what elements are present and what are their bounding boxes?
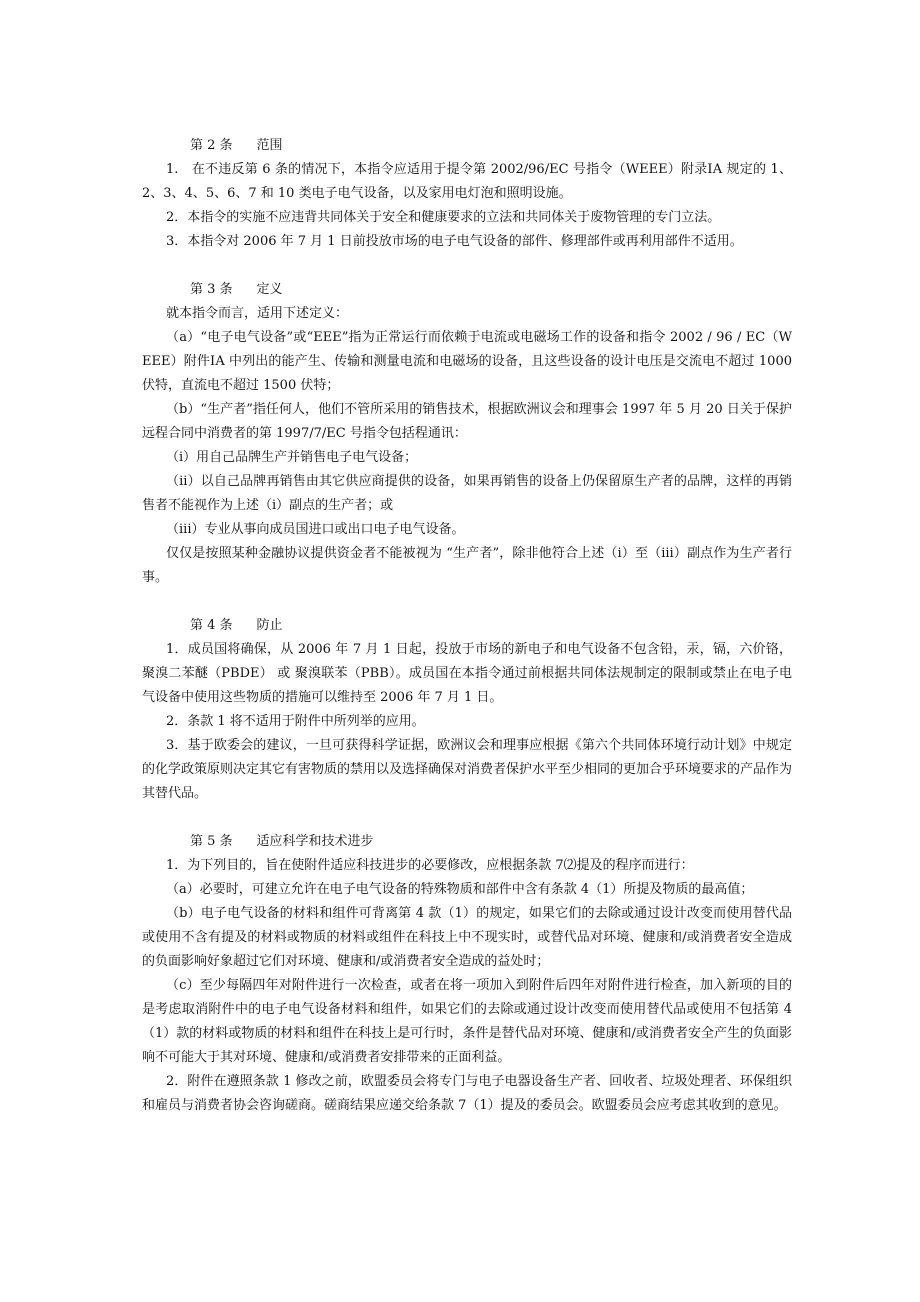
article-heading (142, 134, 792, 158)
article-number: 第 3 条 (190, 282, 233, 297)
article-3 (142, 278, 792, 590)
article-heading (142, 278, 792, 302)
paragraph: （a）“电子电气设备”或“EEE”指为正常运行而依赖于电流或电磁场工作的设备和指令 2002 / 96 / EC（WEEE）附件ⅠA 中列出的能产生、传输和测量电流和电磁场的设备，且这些设备的设计电压是交流电不超过 1000 伏特，直流电不超过 1500 伏特； (142, 330, 792, 393)
paragraph: 就本指令而言，适用下述定义： (166, 306, 349, 321)
paragraph: 1. 在不违反第 6 条的情况下，本指令应适用于提令第 2002/96/EC 号指令（WEEE）附录ⅠA 规定的 1、2、3、4、5、6、7 和 10 类电子电气设备，以及家用电灯泡和照明设施。 (142, 162, 792, 201)
article-4 (142, 614, 792, 806)
paragraph: 3．基于欧委会的建议，一旦可获得科学证据，欧洲议会和理事应根据《第六个共同体环境行动计划》中规定的化学政策原则决定其它有害物质的禁用以及选择确保对消费者保护水平至少相同的更加合乎环境要求的产品作为其替代品。 (142, 738, 793, 801)
paragraph: （b）电子电气设备的材料和组件可背离第 4 款（1）的规定，如果它们的去除或通过设计改变而使用替代品或使用不含有提及的材料或物质的材料或组件在科技上中不现实时，或替代品对环境、健康和/或消费者安全造成的负面影响好象超过它们对环境、健康和/或消费者安全造成的益处时； (142, 906, 792, 969)
article-heading (142, 830, 792, 854)
article-title: 防止 (256, 618, 283, 633)
article-title: 适应科学和技术进步 (256, 834, 374, 849)
paragraph: 2．附件在遵照条款 1 修改之前，欧盟委员会将专门与电子电器设备生产者、回收者、垃圾处理者、环保组织和雇员与消费者协会咨询磋商。磋商结果应递交给条款 7（1）提及的委员会。欧盟委员会应考虑其收到的意见。 (142, 1074, 792, 1113)
document-body (142, 134, 792, 1142)
article-title: 定义 (256, 282, 283, 297)
paragraph: 2．本指令的实施不应违背共同体关于安全和健康要求的立法和共同体关于废物管理的专门立法。 (166, 210, 721, 225)
paragraph: （b）“生产者”指任何人，他们不管所采用的销售技术，根据欧洲议会和理事会 1997 年 5 月 20 日关于保护远程合同中消费者的第 1997/7/EC 号指令包括程通讯： (142, 402, 792, 441)
article-2 (142, 134, 792, 254)
paragraph: （iii）专业从事向成员国进口或出口电子电气设备。 (166, 522, 465, 537)
article-number: 第 4 条 (190, 618, 233, 633)
paragraph: （c）至少每隔四年对附件进行一次检查，或者在将一项加入到附件后四年对附件进行检查，加入新项的目的是考虑取消附件中的电子电气设备材料和组件，如果它们的去除或通过设计改变而使用替代品或使用不包括第 4（1）款的材料或物质的材料和组件在科技上是可行时，条件是替代品对环境、健康和/或消费者安全产生的负面影响不可能大于其对环境、健康和/或消费者安排带来的正面利益。 (142, 978, 792, 1065)
article-number: 第 2 条 (190, 138, 233, 153)
article-title: 范围 (256, 138, 283, 153)
paragraph: 2．条款 1 将不适用于附件中所列举的应用。 (166, 714, 425, 729)
paragraph: （ii）以自己品牌再销售由其它供应商提供的设备，如果再销售的设备上仍保留原生产者的品牌，这样的再销售者不能视作为上述（i）副点的生产者；或 (142, 474, 792, 513)
article-number: 第 5 条 (190, 834, 233, 849)
paragraph: 1．为下列目的，旨在使附件适应科技进步的必要修改，应根据条款 7⑵提及的程序而进行： (166, 858, 694, 873)
paragraph: （a）必要时，可建立允许在电子电气设备的特殊物质和部件中含有条款 4（1）所提及物质的最高值； (166, 882, 754, 897)
paragraph: （i）用自己品牌生产并销售电子电气设备； (166, 450, 418, 465)
paragraph: 仅仅是按照某种金融协议提供资金者不能被视为 “生产者”，除非他符合上述（i）至（iii）副点作为生产者行事。 (142, 546, 792, 585)
paragraph: 3．本指令对 2006 年 7 月 1 日前投放市场的电子电气设备的部件、修理部件或再利用部件不适用。 (166, 234, 743, 249)
article-5 (142, 830, 792, 1118)
article-heading (142, 614, 792, 638)
paragraph: 1．成员国将确保，从 2006 年 7 月 1 日起，投放于市场的新电子和电气设备不包含铅，汞，镉，六价铬，聚溴二苯醚（PBDE） 或 聚溴联苯（PBB）。成员国在本指令通过前根据共同体法规制定的限制或禁止在电子电气设备中使用这些物质的措施可以维持至 2006 年 7 月 1 日。 (142, 642, 792, 705)
